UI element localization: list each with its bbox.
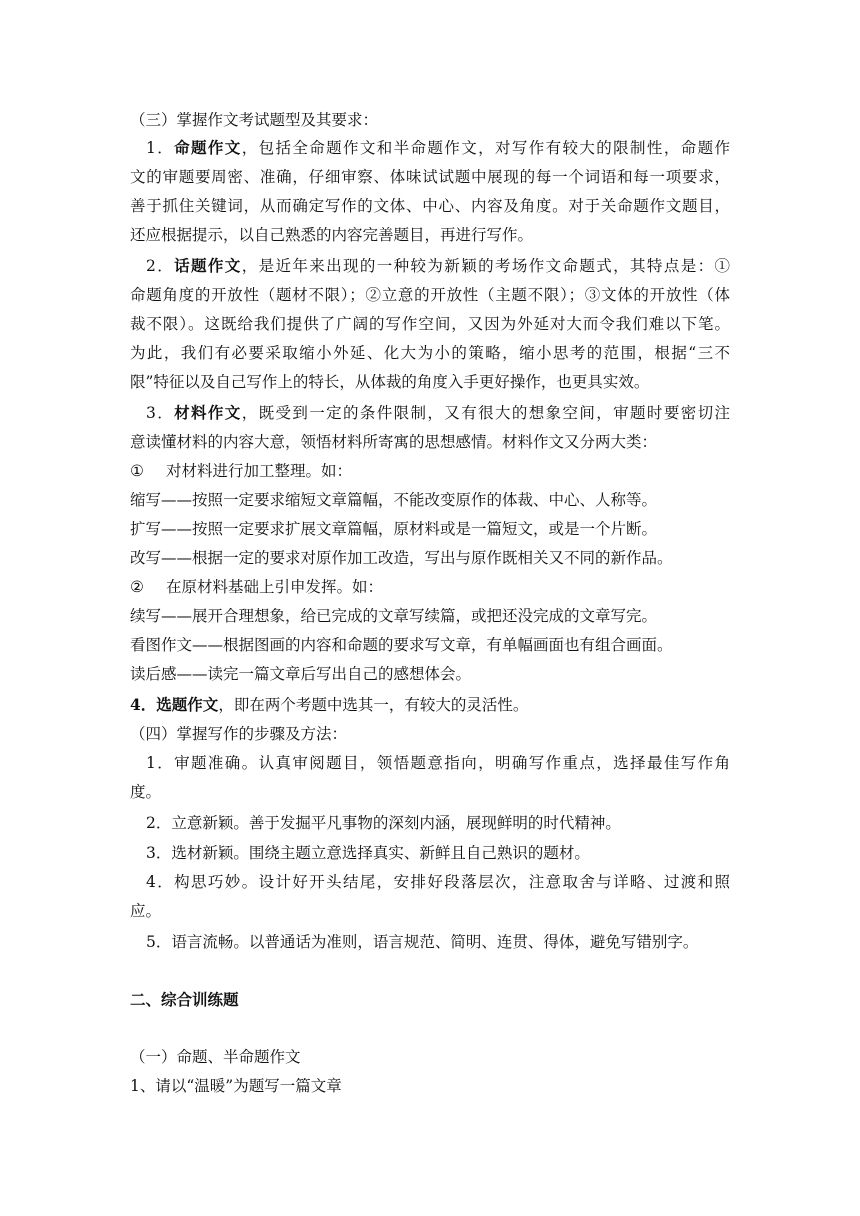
paragraph-text: ，既受到一定的条件限制，又有很大的想象空间，审题时要密切注: [241, 404, 730, 422]
step-1-line-2: 度。: [130, 783, 162, 801]
part-2-subheading: （一）命题、半命题作文: [130, 1048, 301, 1066]
paragraph-2-line-1: [130, 256, 730, 276]
item-number: 3．: [146, 404, 175, 422]
item-number: 4．: [130, 695, 157, 714]
circled-number-2: ②: [130, 578, 144, 596]
paragraph-3-line-2: 意读懂材料的内容大意，领悟材料所寄寓的思想感情。材料作文又分两大类：: [130, 433, 658, 451]
list-item: 扩写——按照一定要求扩展文章篇幅，原材料或是一篇短文，或是一个片断。: [130, 520, 658, 538]
list-item: 看图作文——根据图画的内容和命题的要求写文章，有单幅画面也有组合画面。: [130, 636, 673, 654]
paragraph-1-line-2: 文的审题要周密、准确，仔细审察、体味试试题中展现的每一个词语和每一项要求，: [130, 168, 730, 186]
section-heading-4: （四）掌握写作的步骤及方法：: [130, 725, 348, 743]
list-item: 改写——根据一定的要求对原作加工改造，写出与原作既相关又不同的新作品。: [130, 549, 673, 567]
step-2: 2．立意新颖。善于发掘平凡事物的深刻内涵，展现鲜明的时代精神。: [146, 814, 621, 832]
term-bold: 话题作文: [174, 256, 242, 275]
paragraph-3-line-1: [130, 403, 730, 423]
section-heading-3: （三）掌握作文考试题型及其要求：: [130, 111, 379, 129]
paragraph-2-line-5: 限”特征以及自己写作上的特长，从体裁的角度入手更好操作，也更具实效。: [130, 373, 650, 391]
step-1-line-1: 1．审题准确。认真审阅题目，领悟题意指向，明确写作重点，选择最佳写作角: [146, 754, 730, 772]
category-2: [130, 577, 730, 597]
paragraph-2-line-3: 裁不限）。这既给我们提供了广阔的写作空间，又因为外延对大而令我们难以下笔。: [130, 315, 730, 333]
paragraph-text: ，即在两个考题中选其一，有较大的灵活性。: [218, 696, 529, 714]
category-1: [130, 461, 730, 481]
term-bold: 选题作文: [156, 695, 219, 714]
list-item: 续写——展开合理想象，给已完成的文章写续篇，或把还没完成的文章写完。: [130, 607, 658, 625]
step-4-line-2: 应。: [130, 902, 162, 920]
paragraph-1-line-3: 善于抓住关键词，从而确定写作的文体、中心、内容及角度。对于关命题作文题目，: [130, 197, 730, 215]
list-item: 缩写——按照一定要求缩短文章篇幅，不能改变原作的体裁、中心、人称等。: [130, 491, 658, 509]
term-bold: 材料作文: [174, 403, 242, 422]
item-number: 1．: [146, 139, 175, 157]
category-1-text: 对材料进行加工整理。如：: [166, 462, 353, 480]
step-5: 5．语言流畅。以普通话为准则，语言规范、简明、连贯、得体，避免写错别字。: [146, 933, 699, 951]
circled-number-1: ①: [130, 462, 144, 480]
part-2-heading: 二、综合训练题: [130, 990, 239, 1009]
item-number: 2．: [146, 257, 175, 275]
step-4-line-1: 4．构思巧妙。设计好开头结尾，安排好段落层次，注意取舍与详略、过渡和照: [146, 873, 730, 891]
paragraph-2-line-2: 命题角度的开放性（题材不限）；②立意的开放性（主题不限）；③文体的开放性（体: [130, 286, 730, 304]
term-bold: 命题作文: [174, 138, 242, 157]
paragraph-2-line-4: 为此，我们有必要采取缩小外延、化大为小的策略，缩小思考的范围，根据“三不: [130, 344, 730, 362]
paragraph-text: ，是近年来出现的一种较为新颖的考场作文命题式，其特点是：①: [241, 257, 730, 275]
question-1: 1、请以“温暖”为题写一篇文章: [130, 1077, 342, 1095]
paragraph-4: [130, 695, 730, 715]
paragraph-1-line-4: 还应根据提示，以自己熟悉的内容完善题目，再进行写作。: [130, 226, 534, 244]
paragraph-1-line-1: [130, 138, 730, 158]
paragraph-text: ，包括全命题作文和半命题作文，对写作有较大的限制性，命题作: [241, 139, 730, 157]
list-item: 读后感——读完一篇文章后写出自己的感想体会。: [130, 665, 472, 683]
step-3: 3．选材新颖。围绕主题立意选择真实、新鲜且自己熟识的题材。: [146, 844, 590, 862]
category-2-text: 在原材料基础上引申发挥。如：: [166, 578, 384, 596]
